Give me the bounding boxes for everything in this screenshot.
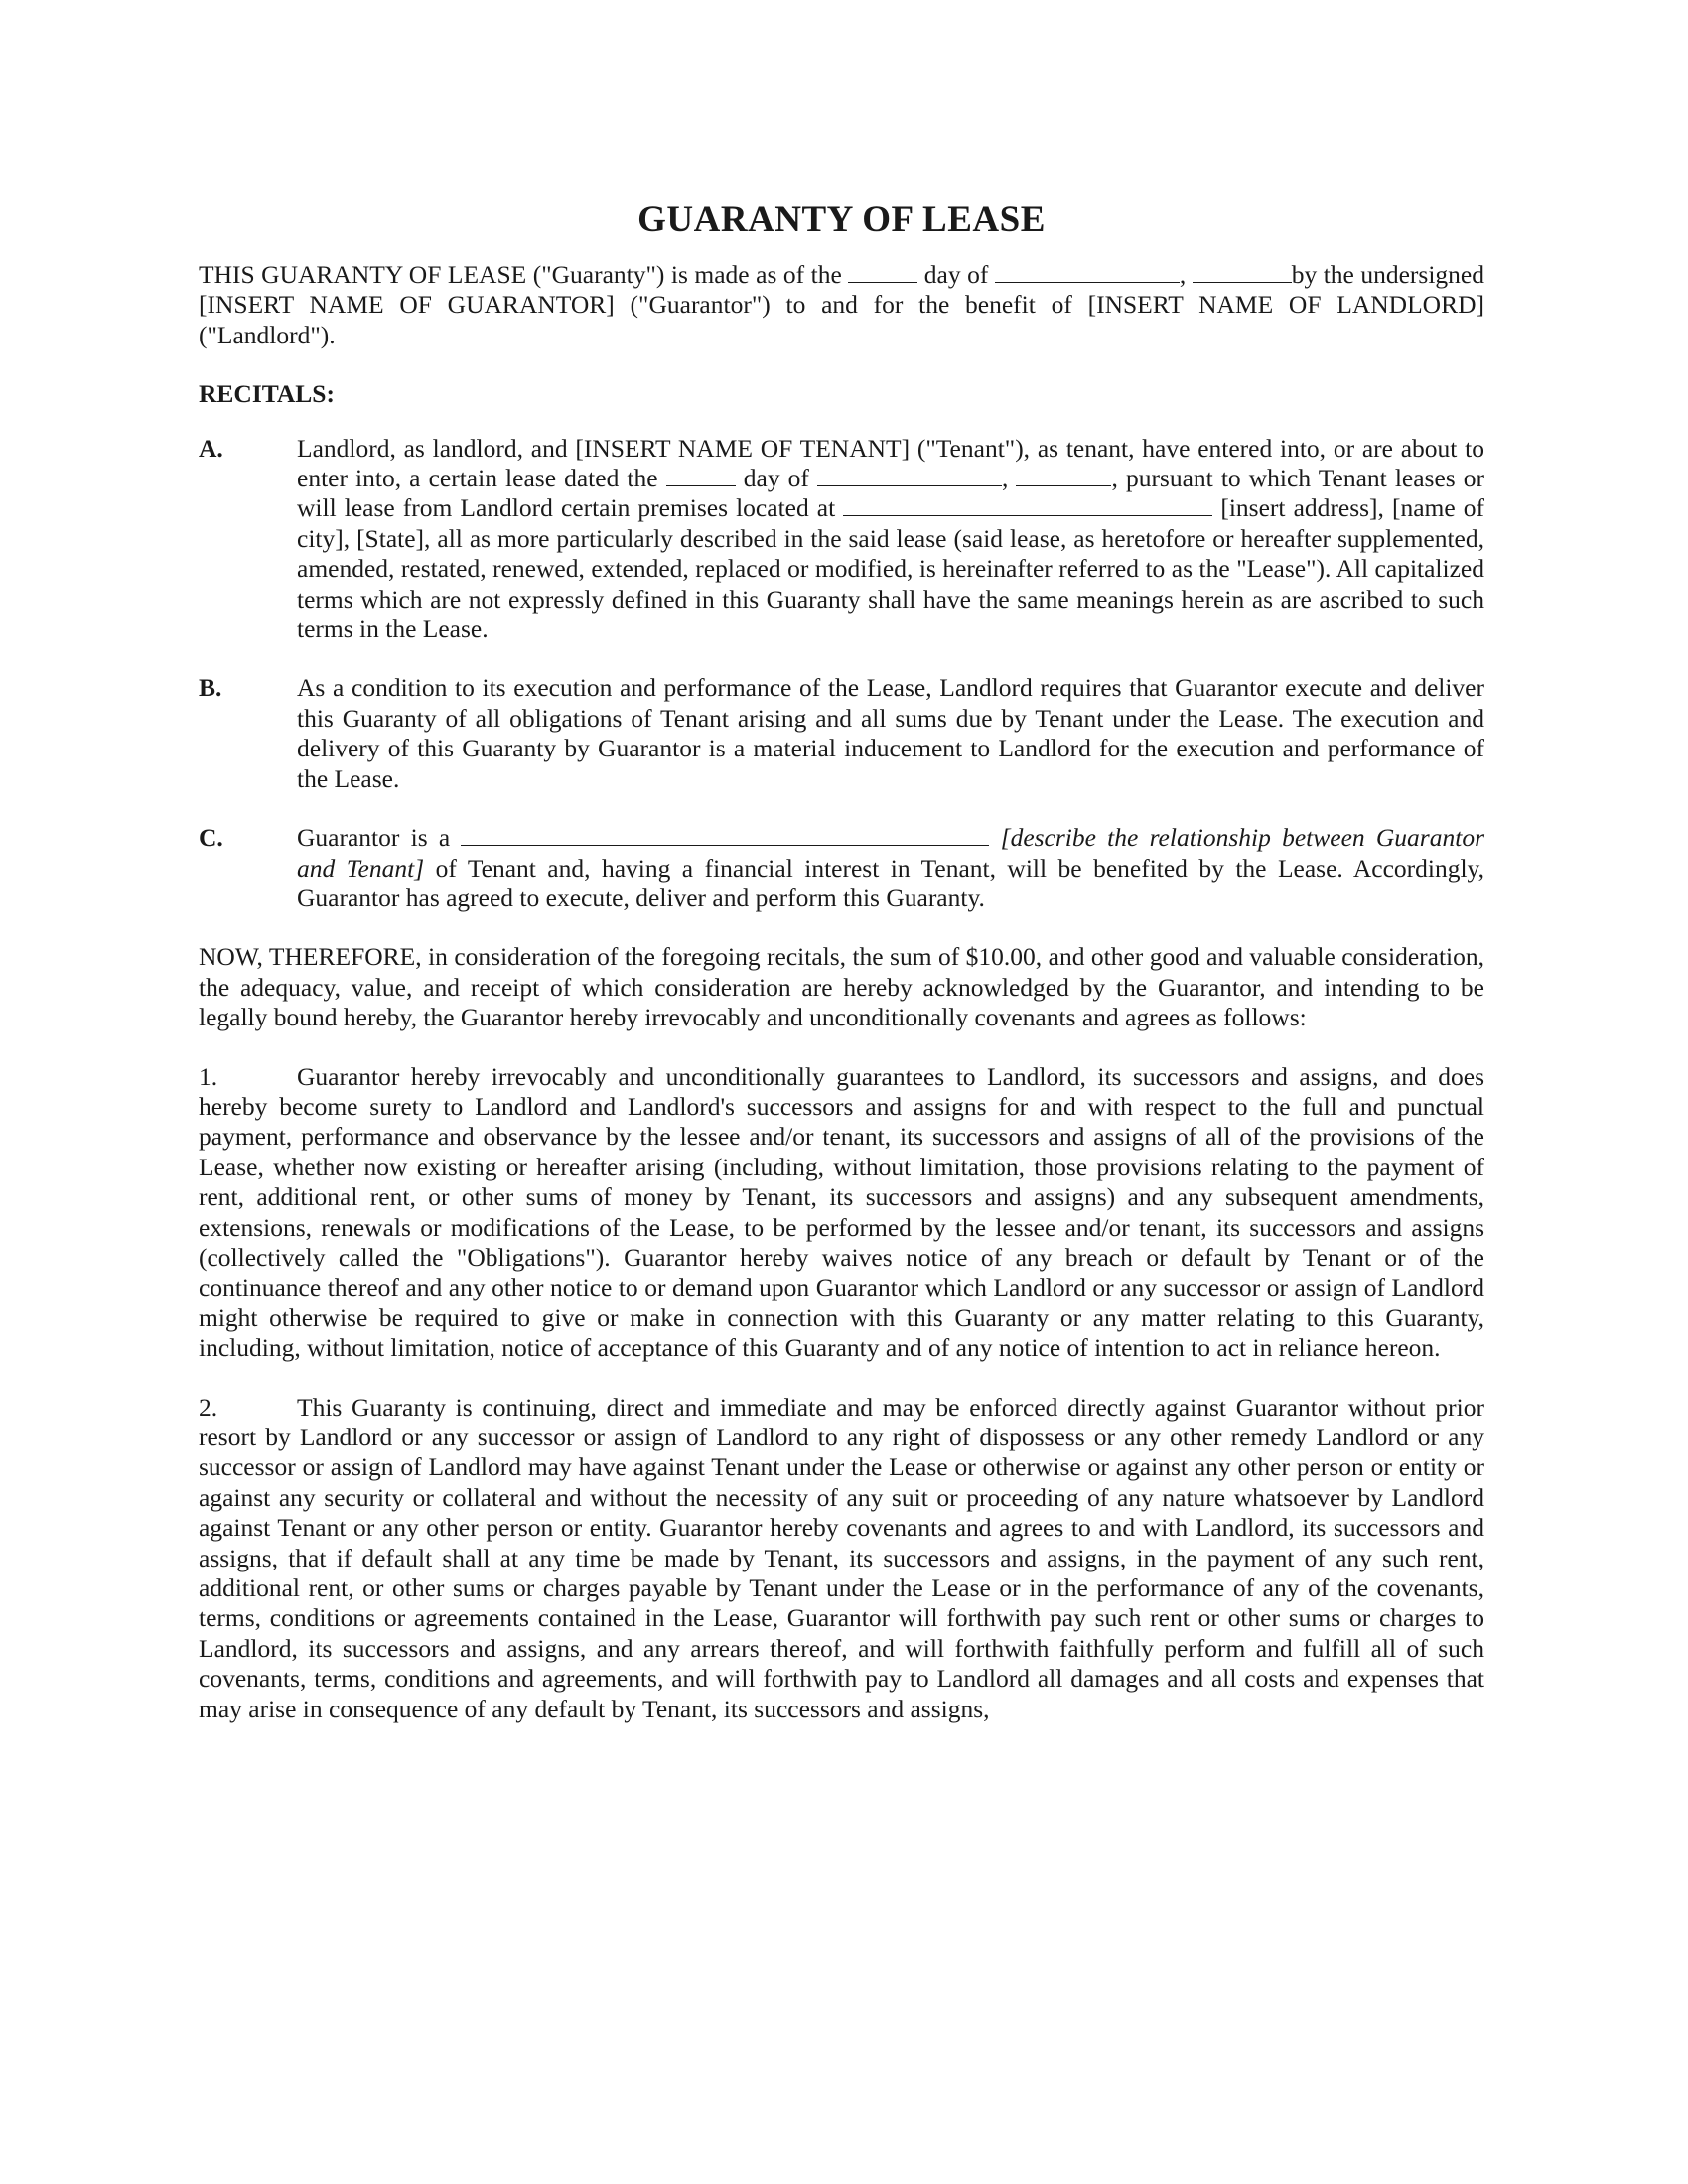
section-2-text: This Guaranty is continuing, direct and immediate and may be enforced directly against Guarantor without prior resort by Landlord or any successor or assign of Landlord to any right of dispossess or any other remedy Landlord or any successor or assign of Landlord may have against Tenant under the Lease or otherwise or against any other person or entity or against any security or collateral and without the necessity of any suit or proceeding of any nature whatsoever by Landlord against Tenant or any other person or entity. Guarantor hereby covenants and agrees to and with Landlord, its successors and assigns, that if default shall at any time be made by Tenant, its successors and assigns, in the payment of any such rent, additional rent, or other sums or charges payable by Tenant under the Lease or in the performance of any of the covenants, terms, conditions or agreements contained in the Lease, Guarantor will forthwith pay such rent or other sums or charges to Landlord, its successors and assigns, and any arrears thereof, and will forthwith faithfully perform and fulfill all of such covenants, terms, conditions and agreements, and will forthwith pay to Landlord all damages and all costs and expenses that may arise in consequence of any default by Tenant, its successors and assigns, xyxy=(199,1392,1484,1723)
month-blank xyxy=(995,262,1180,283)
recital-c-text-2: of Tenant and, having a financial interest in Tenant, will be benefited by the Lease. Accordingly, Guarantor has agreed to execute, deliver and perform this Guaranty. xyxy=(297,853,1485,912)
recital-a-text-3: pursuant to which Tenant leases or will lease from Landlord certain premises located at xyxy=(297,464,1485,523)
recital-a-text-1: Landlord, as landlord, and [INSERT NAME OF TENANT] ("Tenant"), as tenant, have entered into, or are about to enter into, a certain lease dated the xyxy=(297,433,1484,493)
recital-c xyxy=(199,823,1484,913)
day-blank xyxy=(848,262,917,283)
intro-text-1: THIS GUARANTY OF LEASE ("Guaranty") is made as of the xyxy=(199,260,842,289)
recital-a-comma-1: , xyxy=(1002,464,1009,493)
section-1-number: 1. xyxy=(199,1061,218,1091)
intro-text-4: by the undersigned [INSERT NAME OF GUARANTOR] ("Guarantor") to and for the benefit of [INSERT NAME OF LANDLORD] ("Landlord"). xyxy=(199,260,1484,349)
recital-c-letter: C. xyxy=(199,823,223,853)
document-title: GUARANTY OF LEASE xyxy=(637,200,1046,240)
lease-year-blank xyxy=(1016,466,1111,486)
section-1 xyxy=(199,1062,1484,1364)
recital-a-letter: A. xyxy=(199,433,223,463)
recital-c-text xyxy=(297,823,1484,913)
intro-comma: , xyxy=(1179,260,1187,289)
recital-a-text-2: day of xyxy=(743,464,809,493)
recital-a-comma-2: , xyxy=(1111,464,1118,493)
recitals-heading: RECITALS: xyxy=(199,379,335,409)
recital-b-text: As a condition to its execution and performance of the Lease, Landlord requires that Guarantor execute and deliver this Guaranty of all obligations of Tenant arising and all sums due by Tenant under the Lease. The execution and delivery of this Guaranty by Guarantor is a material inducement to Landlord for the execution and performance of the Lease. xyxy=(297,673,1484,793)
section-2 xyxy=(199,1393,1484,1724)
intro-text-2: day of xyxy=(923,260,989,289)
intro-paragraph xyxy=(199,260,1484,350)
recital-c-italic: [describe the relationship between Guarantor and Tenant] xyxy=(297,823,1484,883)
lease-month-blank xyxy=(817,466,1002,486)
lease-day-blank xyxy=(666,466,736,486)
recital-b-letter: B. xyxy=(199,673,222,703)
document-page xyxy=(199,199,1484,1753)
address-blank xyxy=(843,495,1212,516)
recital-a-text-4: [insert address], [name of city], [State], all as more particularly described in the said lease (said lease, as heretofore or hereafter supplemented, amended, restated, renewed, extended, replaced or modified, is hereinafter referred to as the "Lease"). All capitalized terms which are not expressly defined in this Guaranty shall have the same meanings herein as are ascribed to such terms in the Lease. xyxy=(297,493,1485,644)
recital-a-text xyxy=(297,434,1484,645)
section-1-text: Guarantor hereby irrevocably and unconditionally guarantees to Landlord, its successors and assigns, and does hereby become surety to Landlord and Landlord's successors and assigns for and with respect to the full and punctual payment, performance and observance by the lessee and/or tenant, its successors and assigns of all of the provisions of the Lease, whether now existing or hereafter arising (including, without limitation, those provisions relating to the payment of rent, additional rent, or other sums of money by Tenant, its successors and assigns) and any subsequent amendments, extensions, renewals or modifications of the Lease, to be performed by the lessee and/or tenant, its successors and assigns (collectively called the "Obligations"). Guarantor hereby waives notice of any breach or default by Tenant or of the continuance thereof and any other notice to or demand upon Guarantor which Landlord or any successor or assign of Landlord might otherwise be required to give or make in connection with this Guaranty or any matter relating to this Guaranty, including, without limitation, notice of acceptance of this Guaranty and of any notice of intention to act in reliance hereon. xyxy=(199,1061,1484,1363)
relationship-blank xyxy=(461,825,989,846)
recital-a xyxy=(199,434,1484,645)
year-blank xyxy=(1193,262,1292,283)
section-2-number: 2. xyxy=(199,1392,218,1422)
recital-b xyxy=(199,673,1484,794)
recital-c-text-1: Guarantor is a xyxy=(297,823,451,853)
now-therefore-paragraph: NOW, THEREFORE, in consideration of the foregoing recitals, the sum of $10.00, and other good and valuable consideration, the adequacy, value, and receipt of which consideration are hereby acknowledged by the Guarantor, and intending to be legally bound hereby, the Guarantor hereby irrevocably and unconditionally covenants and agrees as follows: xyxy=(199,942,1484,1032)
